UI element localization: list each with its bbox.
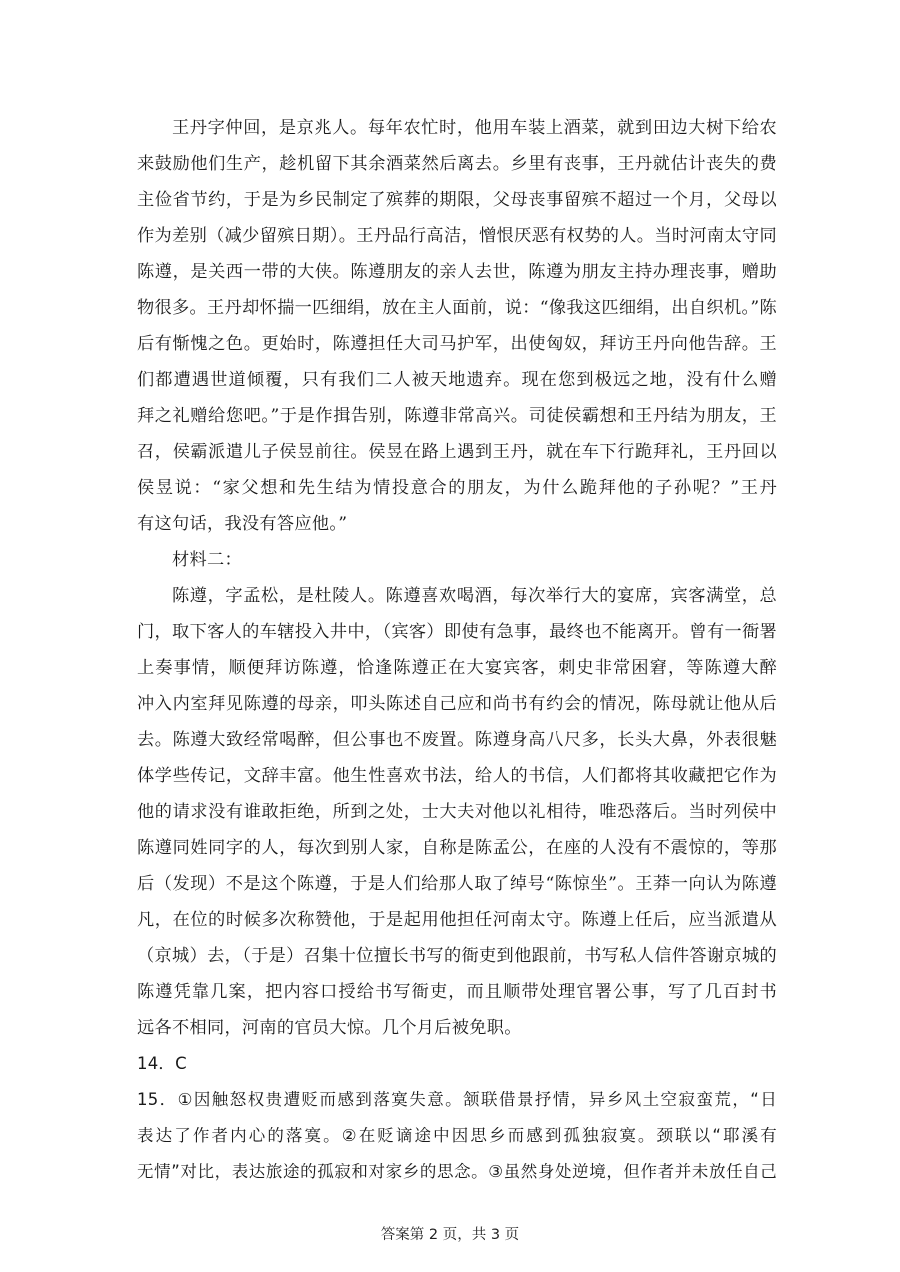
material2-line: 后（发现）不是这个陈遵，于是人们给那人取了绰号“陈惊坐”。王莽一向认为陈遵	[137, 874, 777, 894]
material2-line: 门，取下客人的车辖投入井中，（宾客）即使有急事，最终也不能离开。曾有一衙署	[137, 622, 777, 642]
material2-line: 冲入内室拜见陈遵的母亲，叩头陈述自己应和尚书有约会的情况，陈母就让他从后	[137, 694, 777, 714]
question-14-answer: 14．C	[137, 1054, 187, 1073]
material2-line: 远各不相同，河南的官员大惊。几个月后被免职。	[137, 1018, 522, 1038]
material1-line: 陈遵，是关西一带的大侠。陈遵朋友的亲人去世，陈遵为朋友主持办理丧事，赠助	[137, 262, 777, 282]
material2-line: 陈遵，字孟松，是杜陵人。陈遵喜欢喝酒，每次举行大的宴席，宾客满堂，总	[172, 586, 777, 606]
material1-line: 王丹字仲回，是京兆人。每年农忙时，他用车装上酒菜，就到田边大树下给农	[172, 118, 777, 138]
material1-line: 作为差别（减少留殡日期）。王丹品行高洁，憎恨厌恶有权势的人。当时河南太守同	[137, 226, 777, 246]
material1-line: 们都遭遇世道倾覆，只有我们二人被天地遗弃。现在您到极远之地，没有什么赠	[137, 370, 777, 390]
material1-line: 召，侯霸派遣儿子侯昱前往。侯昱在路上遇到王丹，就在车下行跪拜礼，王丹回以	[137, 442, 777, 462]
material2-line: 体学些传记，文辞丰富。他生性喜欢书法，给人的书信，人们都将其收藏把它作为	[137, 766, 777, 786]
material1-line: 侯昱说：“家父想和先生结为情投意合的朋友，为什么跪拜他的子孙呢？”王丹	[137, 478, 777, 498]
material1-line: 物很多。王丹却怀揣一匹细绢，放在主人面前，说：“像我这匹细绢，出自织机。”陈	[137, 298, 777, 318]
question-15-line: 表达了作者内心的落寞。②在贬谪途中因思乡而感到孤独寂寞。颈联以“耶溪有	[137, 1126, 777, 1145]
material2-line: 凡，在位的时候多次称赞他，于是起用他担任河南太守。陈遵上任后，应当派遣从	[137, 910, 777, 930]
material2-line: 去。陈遵大致经常喝醉，但公事也不废置。陈遵身高八尺多，长头大鼻，外表很魅	[137, 730, 777, 750]
question-15-line: 无情”对比，表达旅途的孤寂和对家乡的思念。③虽然身处逆境，但作者并未放任自己	[137, 1162, 777, 1181]
material1-line: 后有惭愧之色。更始时，陈遵担任大司马护军，出使匈奴，拜访王丹向他告辞。王	[137, 334, 777, 354]
material2-line: 他的请求没有谁敢拒绝，所到之处，士大夫对他以礼相待，唯恐落后。当时列侯中	[137, 802, 777, 822]
page-footer: 答案第 2 页，共 3 页	[380, 1227, 520, 1243]
material1-line: 有这句话，我没有答应他。”	[137, 514, 348, 534]
material2-line: 陈遵同姓同字的人，每次到别人家，自称是陈孟公，在座的人没有不震惊的，等那	[137, 838, 777, 858]
material2-heading: 材料二：	[172, 550, 242, 570]
material1-line: 来鼓励他们生产，趁机留下其余酒菜然后离去。乡里有丧事，王丹就估计丧失的费	[137, 154, 777, 174]
material2-line: 上奏事情，顺便拜访陈遵，恰逢陈遵正在大宴宾客，刺史非常困窘，等陈遵大醉	[137, 658, 777, 678]
material2-line: 陈遵凭靠几案，把内容口授给书写衙吏，而且顺带处理官署公事，写了几百封书	[137, 982, 777, 1002]
material2-line: （京城）去，（于是）召集十位擅长书写的衙吏到他跟前，书写私人信件答谢京城的	[137, 946, 777, 966]
question-15-line: 15．①因触怒权贵遭贬而感到落寞失意。颔联借景抒情，异乡风土空寂蛮荒，“日	[137, 1090, 777, 1109]
material1-line: 拜之礼赠给您吧。”于是作揖告别，陈遵非常高兴。司徒侯霸想和王丹结为朋友，王	[137, 406, 777, 426]
material1-line: 主俭省节约，于是为乡民制定了殡葬的期限，父母丧事留殡不超过一个月，父母以	[137, 190, 777, 210]
